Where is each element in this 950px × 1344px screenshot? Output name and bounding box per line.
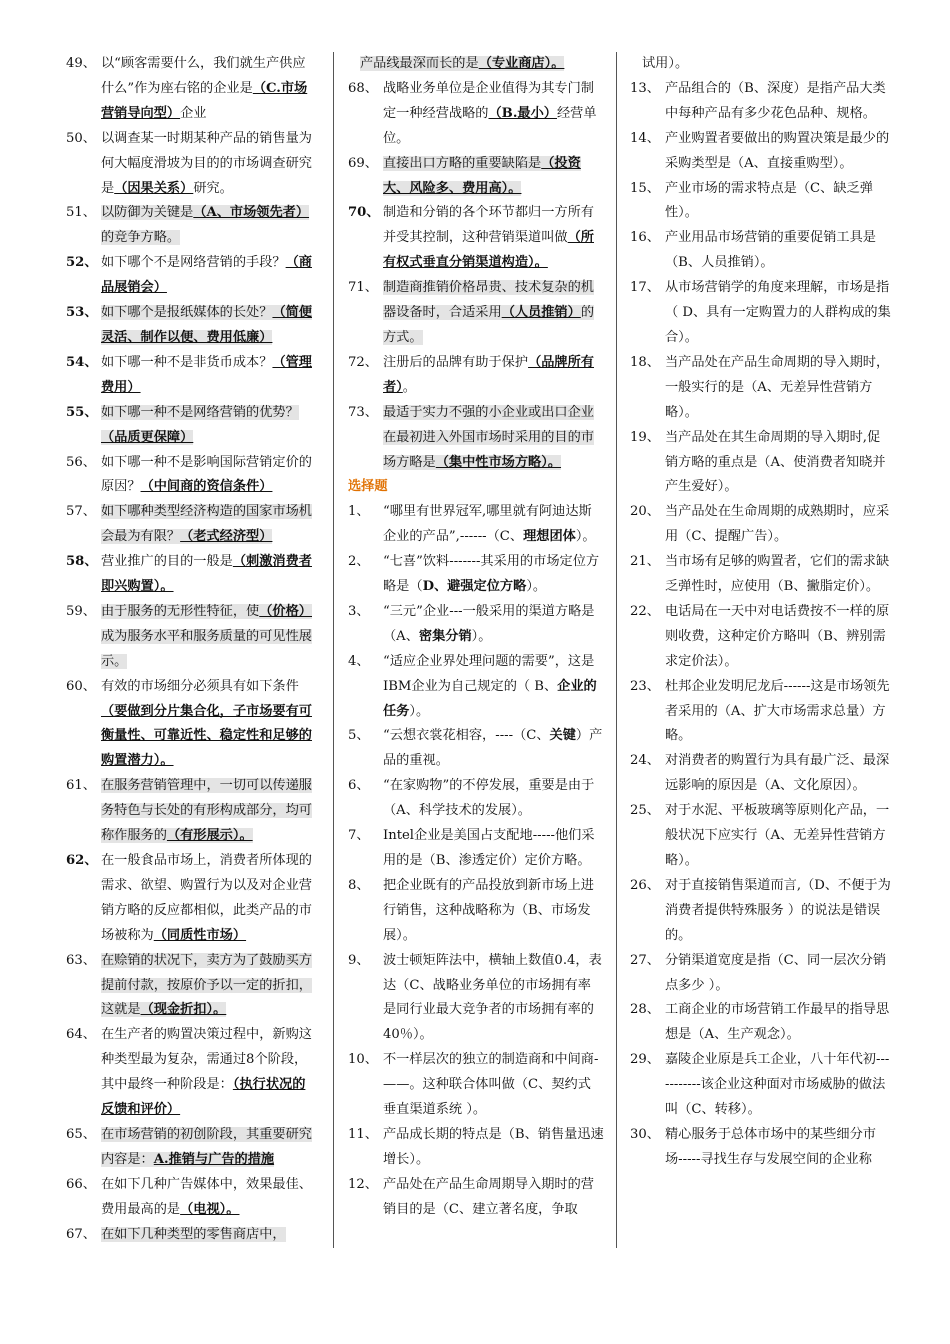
question-body xyxy=(101,56,307,121)
answer-text: （人员推销） xyxy=(501,305,581,321)
question-number: 58、 xyxy=(66,554,98,570)
question-item xyxy=(630,426,892,501)
question-number: 7、 xyxy=(348,828,370,844)
question-body xyxy=(383,604,594,644)
question-suffix: 研究。 xyxy=(193,180,233,196)
answer-text: （投资大、风险多、费用高）。 xyxy=(383,155,581,196)
question-body xyxy=(665,131,889,171)
question-text: 以防御为关键是 xyxy=(101,205,194,221)
answer-text: 理想团体 xyxy=(523,529,576,545)
question-item xyxy=(348,201,604,276)
question-number: 12、 xyxy=(348,1176,378,1192)
question-body xyxy=(383,878,594,943)
question-item xyxy=(348,52,604,77)
question-body xyxy=(101,1177,312,1217)
question-item xyxy=(630,550,892,600)
question-number: 23、 xyxy=(630,678,660,694)
question-item xyxy=(66,1223,316,1248)
question-text: 在市场营销的初创阶段，其重要研究内容是： xyxy=(101,1126,312,1167)
answer-text: （B.最小） xyxy=(488,105,557,121)
question-item xyxy=(66,127,316,202)
question-number: 8、 xyxy=(348,877,370,893)
question-suffix: ）。 xyxy=(409,703,430,719)
question-item xyxy=(630,276,892,351)
question-item xyxy=(348,152,604,202)
answer-text: 企业的任务 xyxy=(383,678,597,719)
question-body xyxy=(383,280,594,345)
question-item xyxy=(66,201,316,251)
question-body xyxy=(665,803,889,868)
question-text: 电话局在一天中对电话费按不一样的原则收费，这种定价方略叫（B、辨别需求定价法）。 xyxy=(665,603,890,669)
answer-text: （因果关系） xyxy=(114,180,194,196)
question-text: 产业用品市场营销的重要促销工具是（B、人员推销）。 xyxy=(665,230,876,271)
question-item xyxy=(630,226,892,276)
question-text: 产业市场的需求特点是（C、缺乏弹性）。 xyxy=(665,180,873,221)
question-text: 杜邦企业发明尼龙后------这是市场领先者采用的（A、扩大市场需求总量）方略。 xyxy=(665,678,890,744)
answer-text: （所有权式垂直分销渠道构造）。 xyxy=(383,230,594,271)
question-text: 制造商推销价格昂贵、技术复杂的机器设备时，合适采用 xyxy=(383,280,594,321)
question-number: 28、 xyxy=(630,1002,660,1018)
question-number: 25、 xyxy=(630,803,660,819)
question-body xyxy=(665,355,889,420)
answer-text: （A、市场领先者） xyxy=(193,205,310,221)
question-body xyxy=(101,305,312,345)
question-number: 3、 xyxy=(348,603,370,619)
question-number: 17、 xyxy=(630,280,660,296)
question-number: 22、 xyxy=(630,603,660,619)
question-item xyxy=(348,874,604,949)
question-item xyxy=(66,500,316,550)
question-text: 营业推广的目的一般是 xyxy=(101,554,233,570)
question-item xyxy=(66,451,316,501)
answer-text: （价格） xyxy=(259,603,312,619)
question-text: 产品处在产品生命周期导入期时的营销目的是（C、建立著名度，争取 xyxy=(383,1176,594,1217)
question-body xyxy=(101,255,312,295)
question-body xyxy=(383,405,594,470)
question-text: 波士顿矩阵法中，横轴上数值0.4，表达（C、战略业务单位的市场拥有率是同行业最大竞争者的市场拥有率的40％）。 xyxy=(383,952,602,1043)
question-text: 如下哪一种不是影响国际营销定价的原因？ xyxy=(101,454,312,495)
question-text: 对于直接销售渠道而言,（D、不便于为消费者提供特殊服务 ）的说法是错误的。 xyxy=(665,877,891,943)
question-item xyxy=(66,675,316,775)
question-item xyxy=(630,600,892,675)
question-text: “七喜”饮料-------其采用的市场定位方略是（ xyxy=(383,554,600,595)
question-item xyxy=(630,749,892,799)
question-item xyxy=(348,351,604,401)
question-body xyxy=(101,1227,286,1242)
question-body xyxy=(665,679,890,744)
question-body xyxy=(665,1052,889,1117)
question-text: 当产品处在产品生命周期的导入期时，一般实行的是（A、无差异性营销方略）。 xyxy=(665,354,890,420)
question-body xyxy=(360,56,564,71)
question-item xyxy=(348,1173,604,1223)
question-number: 56、 xyxy=(66,454,96,470)
question-item xyxy=(630,1048,892,1123)
question-body xyxy=(665,1127,876,1167)
question-body xyxy=(383,205,594,270)
question-number: 68、 xyxy=(348,80,378,96)
question-body xyxy=(383,1127,604,1167)
question-body xyxy=(665,81,886,121)
question-body xyxy=(101,554,312,594)
question-text: 制造和分销的各个环节都归一方所有并受其控制，这种营销渠道叫做 xyxy=(383,205,594,246)
question-body xyxy=(101,953,312,1018)
question-number: 70、 xyxy=(348,205,380,221)
question-text: 当产品处在其生命周期的导入期时,促销方略的重点是（A、使消费者知晓并产生爱好）。 xyxy=(665,429,886,495)
question-text: 如下哪一种不是网络营销的优势？ xyxy=(101,404,299,420)
question-number: 61、 xyxy=(66,778,96,794)
question-body xyxy=(665,753,889,793)
question-body xyxy=(665,1002,889,1042)
question-text: 在生产者的购置决策过程中，新购这种类型最为复杂，需通过8个阶段，其中最终一种阶段是： xyxy=(101,1027,312,1093)
question-body xyxy=(101,778,312,843)
question-number: 67、 xyxy=(66,1226,96,1242)
question-item xyxy=(66,301,316,351)
question-body xyxy=(642,56,688,71)
question-item xyxy=(348,774,604,824)
section-heading: 选择题 xyxy=(348,479,388,495)
question-item xyxy=(630,177,892,227)
question-number: 72、 xyxy=(348,354,378,370)
question-number: 50、 xyxy=(66,130,96,146)
question-item xyxy=(66,52,316,127)
question-text: 当产品处在生命周期的成熟期时，应采用（C、提醒广告）。 xyxy=(665,504,890,545)
question-body xyxy=(665,280,891,345)
question-body xyxy=(101,205,309,245)
question-number: 73、 xyxy=(348,404,378,420)
question-number: 1、 xyxy=(348,504,370,520)
question-body xyxy=(101,504,312,544)
question-body xyxy=(665,504,889,544)
question-text: 从市场营销学的角度来理解，市场是指（ D、具有一定购置力的人群构成的集合）。 xyxy=(665,280,891,345)
question-item xyxy=(348,600,604,650)
question-number: 60、 xyxy=(66,678,96,694)
answer-text: 关键 xyxy=(549,728,576,744)
question-item xyxy=(630,351,892,426)
question-text: 产业购置者要做出的购置决策是最少的采购类型是（A、直接重购型）。 xyxy=(665,130,890,171)
question-suffix: 企业 xyxy=(180,105,207,121)
question-number: 30、 xyxy=(630,1126,660,1142)
answer-text: （管理费用） xyxy=(101,354,312,395)
question-item xyxy=(66,600,316,675)
question-number: 4、 xyxy=(348,653,370,669)
question-item xyxy=(66,849,316,949)
question-item xyxy=(66,1173,316,1223)
question-number: 66、 xyxy=(66,1176,96,1192)
question-item xyxy=(66,1123,316,1173)
question-item xyxy=(630,77,892,127)
question-body xyxy=(101,355,312,395)
question-suffix: 成为服务水平和服务质量的可见性展示。 xyxy=(101,628,312,669)
question-item xyxy=(348,724,604,774)
question-body xyxy=(383,1052,598,1117)
question-number: 29、 xyxy=(630,1052,660,1068)
question-item xyxy=(66,401,316,451)
answer-text: （有形展示）。 xyxy=(166,828,253,844)
answer-text: （C.市场营销导向型） xyxy=(101,80,308,121)
question-text: Intel企业是美国占支配地-----他们采用的是（B、渗透定价）定价方略。 xyxy=(383,828,595,868)
answer-text: （电视）。 xyxy=(180,1201,240,1217)
question-body xyxy=(101,679,312,769)
question-number: 59、 xyxy=(66,603,96,619)
question-item xyxy=(630,500,892,550)
question-item xyxy=(630,799,892,874)
question-number: 5、 xyxy=(348,728,370,744)
question-number: 10、 xyxy=(348,1052,378,1068)
question-text: 工商企业的市场营销工作最早的指导思想是（A、生产观念）。 xyxy=(665,1002,890,1043)
question-suffix: ）产品的重视。 xyxy=(383,728,603,769)
question-number: 51、 xyxy=(66,205,96,221)
question-number: 26、 xyxy=(630,877,660,893)
question-text: 嘉陵企业原是兵工企业，八十年代初-----------该企业这种面对市场威胁的做法叫（C、转移）。 xyxy=(665,1052,890,1118)
answer-text: （现金折扣）。 xyxy=(140,1002,227,1018)
question-number: 54、 xyxy=(66,354,98,370)
answer-text: （品牌所有者） xyxy=(383,354,594,395)
question-body xyxy=(665,878,891,943)
question-text: 对消费者的购置行为具有最广泛、最深远影响的原因是（A、文化原因）。 xyxy=(665,753,890,794)
question-text: 如下哪种类型经济构造的国家市场机会最为有限？ xyxy=(101,504,312,545)
question-body xyxy=(383,156,581,196)
question-item xyxy=(630,1123,892,1173)
question-text: “哪里有世界冠军,哪里就有阿迪达斯企业的产品”,------（C、 xyxy=(383,504,592,545)
question-suffix: ）。 xyxy=(575,529,596,545)
question-text: 对于水泥、平板玻璃等原则化产品，一般状况下应实行（A、无差异性营销方略）。 xyxy=(665,803,890,868)
question-body xyxy=(101,1027,312,1117)
question-number: 71、 xyxy=(348,280,378,296)
question-item xyxy=(630,127,892,177)
question-text: 在赊销的状况下，卖方为了鼓励买方提前付款，按原价予以一定的折扣，这就是 xyxy=(101,952,312,1018)
question-item xyxy=(630,949,892,999)
question-body xyxy=(383,728,602,768)
question-suffix: 的方式。 xyxy=(383,305,594,345)
answer-text: （要做到分片集合化，子市场要有可衡量性、可靠近性、稳定性和足够的购置潜力）。 xyxy=(101,703,312,769)
answer-text: （商品展销会） xyxy=(101,255,312,296)
question-item xyxy=(66,1023,316,1123)
question-text: 注册后的品牌有助于保护 xyxy=(383,354,529,370)
question-number: 13、 xyxy=(630,80,660,96)
answer-text: （老式经济型） xyxy=(180,529,273,545)
answer-text: （品质更保障） xyxy=(101,429,194,445)
column-3 xyxy=(630,52,892,1173)
question-text: 不一样层次的独立的制造商和中间商-——。这种联合体叫做（C、契约式垂直渠道系统 ）。 xyxy=(383,1052,599,1118)
question-item xyxy=(348,550,604,600)
question-item xyxy=(66,774,316,849)
answer-text: （集中性市场方略）。 xyxy=(435,454,562,470)
question-text: 如下哪一种不是非货币成本？ xyxy=(101,354,273,370)
column-2 xyxy=(348,52,604,1223)
question-text: 把企业既有的产品投放到新市场上进行销售，这种战略称为（B、市场发展）。 xyxy=(383,877,594,943)
question-text: “三元”企业---一般采用的渠道方略是（A、 xyxy=(383,603,595,644)
question-item xyxy=(348,500,604,550)
question-text: 直接出口方略的重要缺陷是 xyxy=(383,155,542,171)
question-text: 在如下几种类型的零售商店中， xyxy=(101,1226,286,1242)
question-body xyxy=(383,81,597,146)
question-item xyxy=(348,949,604,1049)
question-suffix: ）。 xyxy=(471,628,492,644)
question-number: 14、 xyxy=(630,130,660,146)
question-number: 6、 xyxy=(348,778,370,794)
question-text: 产品成长期的特点是（B、销售量迅速增长）。 xyxy=(383,1126,604,1167)
question-number: 57、 xyxy=(66,504,96,520)
question-body xyxy=(665,953,886,993)
question-item xyxy=(348,401,604,476)
question-body xyxy=(101,131,312,196)
answer-text: （中间商的资信条件） xyxy=(140,479,273,495)
question-item xyxy=(66,949,316,1024)
question-item xyxy=(348,1048,604,1123)
question-text: 如下哪个是报纸媒体的长处？ xyxy=(101,305,273,321)
question-number: 69、 xyxy=(348,155,378,171)
question-body xyxy=(383,355,594,395)
question-item xyxy=(630,52,892,77)
question-body xyxy=(383,828,595,868)
question-text: 当市场有足够的购置者，它们的需求缺乏弹性时，应使用（B、撇脂定价）。 xyxy=(665,554,890,595)
answer-text: （刺激消费者即兴购置）。 xyxy=(101,554,312,595)
answer-text: A.推销与广告的措施 xyxy=(153,1151,275,1167)
question-item xyxy=(66,351,316,401)
question-item xyxy=(630,874,892,949)
question-item xyxy=(66,251,316,301)
question-number: 55、 xyxy=(66,404,98,420)
question-item xyxy=(348,650,604,725)
question-number: 63、 xyxy=(66,952,96,968)
question-text: 在如下几种广告媒体中，效果最佳、费用最高的是 xyxy=(101,1176,312,1217)
question-text: 在一般食品市场上，消费者所体现的需求、欲望、购置行为以及对企业营销方略的反应都相似，此类产品的市场被称为 xyxy=(101,853,312,943)
question-item xyxy=(348,1123,604,1173)
column-divider-2 xyxy=(616,52,617,1248)
question-text: “云想衣裳花相容，----（C、 xyxy=(383,728,550,744)
question-text: 最适于实力不强的小企业或出口企业在最初进入外国市场时采用的目的市场方略是 xyxy=(383,404,594,470)
question-item xyxy=(66,550,316,600)
question-number: 15、 xyxy=(630,180,660,196)
answer-text: （简便灵活、制作以便、费用低廉） xyxy=(101,305,312,345)
question-body xyxy=(101,853,312,943)
answer-text: （专业商店）。 xyxy=(478,56,565,71)
question-body xyxy=(383,654,597,719)
question-item xyxy=(630,675,892,750)
question-body xyxy=(665,604,889,669)
question-text: 产品线最深而长的是 xyxy=(360,56,479,71)
question-number: 20、 xyxy=(630,504,660,520)
question-text: 以“顾客需要什么，我们就生产供应什么”作为座右铭的企业是 xyxy=(101,56,306,96)
question-number: 65、 xyxy=(66,1126,96,1142)
question-text: 如下哪个不是网络营销的手段？ xyxy=(101,255,286,271)
question-number: 64、 xyxy=(66,1027,96,1043)
question-text: 精心服务于总体市场中的某些细分市场-----寻找生存与发展空间的企业称 xyxy=(665,1126,876,1167)
question-body xyxy=(101,405,299,445)
question-text: 有效的市场细分必须具有如下条件 xyxy=(101,678,299,694)
column-divider-1 xyxy=(333,52,334,1248)
question-body xyxy=(101,604,312,669)
question-text: 由于服务的无形性特征，使 xyxy=(101,603,260,619)
question-text: 产品组合的（B、深度）是指产品大类中每种产品有多少花色品种、规格。 xyxy=(665,80,886,121)
question-text: 以调查某一时期某种产品的销售量为何大幅度滑坡为目的的市场调查研究是 xyxy=(101,130,312,196)
question-body xyxy=(383,504,596,544)
answer-text: D、避强定位方略 xyxy=(422,579,527,595)
question-text: 战略业务单位是企业值得为其专门制定一种经营战略的 xyxy=(383,80,594,121)
question-suffix: 的竞争方略。 xyxy=(101,230,181,246)
question-body xyxy=(665,554,889,594)
question-body xyxy=(665,230,876,270)
question-text: “适应企业界处理问题的需要”，这是IBM企业为自己规定的（ B、 xyxy=(383,653,595,694)
question-number: 18、 xyxy=(630,354,660,370)
question-body xyxy=(383,953,602,1043)
column-1 xyxy=(66,52,316,1248)
question-number: 53、 xyxy=(66,305,98,321)
question-text: “在家购物”的不停发展，重要是由于（A、科学技术的发展）。 xyxy=(383,778,595,819)
question-number: 9、 xyxy=(348,952,370,968)
question-suffix: 经营单位。 xyxy=(383,105,597,146)
question-body xyxy=(665,181,873,221)
question-suffix: ）。 xyxy=(526,579,547,595)
question-number: 49、 xyxy=(66,56,96,71)
question-item xyxy=(348,276,604,351)
question-body xyxy=(383,554,599,594)
question-body xyxy=(383,778,594,818)
question-text: 在服务营销管理中，一切可以传递服务特色与长处的有形构成部分，均可称作服务的 xyxy=(101,778,312,844)
question-item xyxy=(630,998,892,1048)
question-body xyxy=(665,430,886,495)
question-item xyxy=(348,77,604,152)
question-body xyxy=(101,1127,312,1167)
question-item xyxy=(348,824,604,874)
question-text: 试用）。 xyxy=(642,56,689,71)
answer-text: 密集分销 xyxy=(418,628,472,644)
question-number: 16、 xyxy=(630,230,660,246)
question-number: 62、 xyxy=(66,853,98,868)
question-suffix: 。 xyxy=(402,379,416,395)
answer-text: （执行状况的反馈和评价） xyxy=(101,1077,306,1118)
question-text: 分销渠道宽度是指（C、同一层次分销点多少 ）。 xyxy=(665,952,887,993)
question-number: 11、 xyxy=(348,1126,378,1142)
question-number: 27、 xyxy=(630,952,660,968)
question-number: 52、 xyxy=(66,255,98,271)
question-number: 19、 xyxy=(630,429,660,445)
question-number: 21、 xyxy=(630,554,660,570)
question-number: 2、 xyxy=(348,554,370,570)
question-body xyxy=(101,455,312,495)
question-body xyxy=(383,1177,594,1217)
question-number: 24、 xyxy=(630,753,660,769)
answer-text: （同质性市场） xyxy=(153,927,247,943)
